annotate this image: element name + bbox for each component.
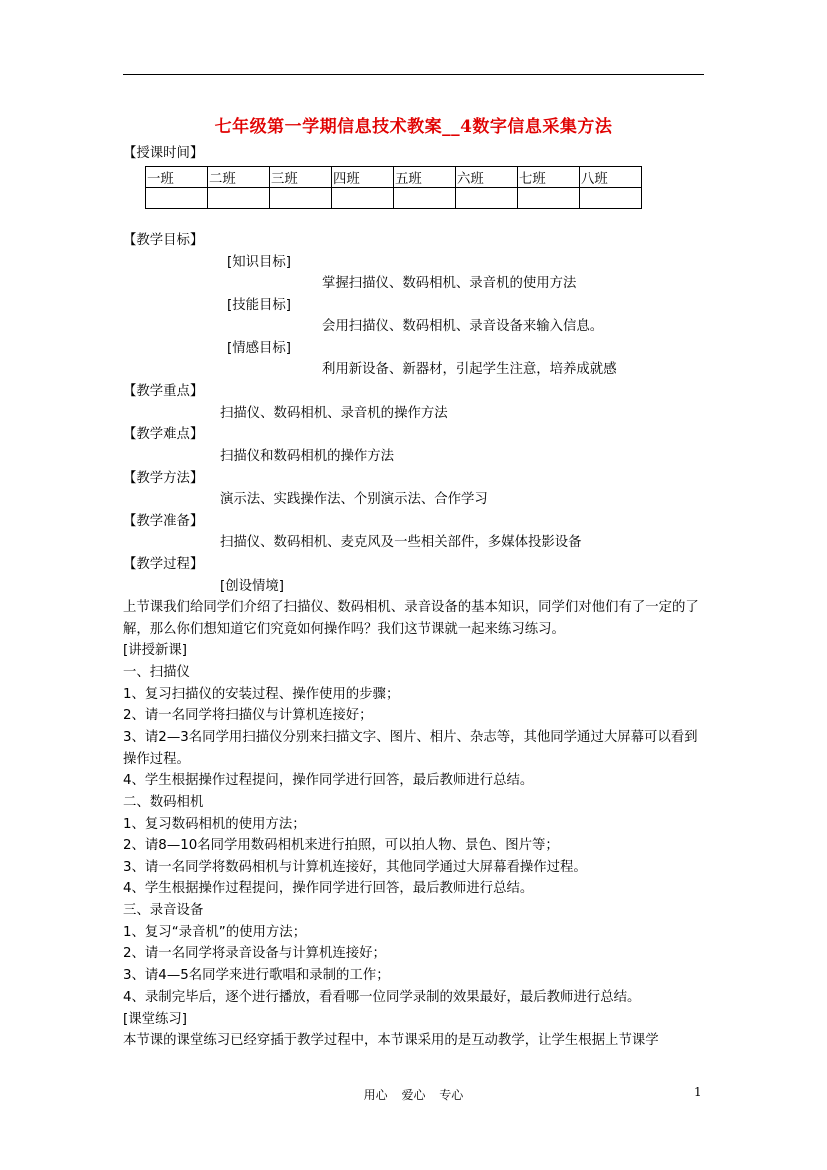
schedule-empty-cell	[146, 188, 208, 209]
schedule-empty-cell	[580, 188, 642, 209]
schedule-empty-cell	[456, 188, 518, 209]
camera-step: 1、复习数码相机的使用方法；	[123, 817, 306, 832]
skill-goal-text: 会用扫描仪、数码相机、录音设备来输入信息。	[322, 319, 604, 334]
scanner-step: 1、复习扫描仪的安装过程、操作使用的步骤；	[123, 687, 400, 702]
header-rule	[123, 74, 704, 75]
schedule-class-cell: 四班	[332, 167, 394, 188]
key-points-text: 扫描仪、数码相机、录音机的操作方法	[220, 406, 448, 421]
schedule-class-cell: 八班	[580, 167, 642, 188]
schedule-class-cell: 六班	[456, 167, 518, 188]
recorder-step: 3、请4—5名同学来进行歌唱和录制的工作；	[123, 968, 390, 983]
preparation-heading: 【教学准备】	[123, 514, 204, 529]
scanner-step: 3、请2—3名同学用扫描仪分别来扫描文字、图片、相片、杂志等，其他同学通过大屏幕可以看到操作过程。	[123, 730, 698, 767]
practice-text: 本节课的课堂练习已经穿插于教学过程中，本节课采用的是互动教学，让学生根据上节课学	[123, 1033, 659, 1048]
intro-paragraph: 上节课我们给同学们介绍了扫描仪、数码相机、录音设备的基本知识，同学们对他们有了一定的了解，那么你们想知道它们究竟如何操作吗？我们这节课就一起来练习练习。	[123, 600, 699, 637]
practice-label: [课堂练习]	[123, 1012, 188, 1027]
camera-step: 3、请一名同学将数码相机与计算机连接好，其他同学通过大屏幕看操作过程。	[123, 860, 587, 875]
page-number: 1	[694, 1085, 702, 1099]
schedule-class-cell: 二班	[208, 167, 270, 188]
scanner-section-title: 一、扫描仪	[123, 665, 190, 680]
knowledge-goal-label: [知识目标]	[227, 255, 292, 270]
key-points-heading: 【教学重点】	[123, 384, 204, 399]
difficulties-heading: 【教学难点】	[123, 427, 204, 442]
goals-heading: 【教学目标】	[123, 233, 204, 248]
methods-text: 演示法、实践操作法、个别演示法、合作学习	[220, 492, 488, 507]
process-heading: 【教学过程】	[123, 557, 204, 572]
knowledge-goal-text: 掌握扫描仪、数码相机、录音机的使用方法	[322, 276, 577, 291]
document-title: 七年级第一学期信息技术教案__4数字信息采集方法	[214, 117, 613, 137]
scanner-step: 4、学生根据操作过程提问，操作同学进行回答，最后教师进行总结。	[123, 773, 534, 788]
schedule-class-cell: 一班	[146, 167, 208, 188]
recorder-step: 2、请一名同学将录音设备与计算机连接好；	[123, 946, 386, 961]
recorder-section-title: 三、录音设备	[123, 903, 204, 918]
page-footer: 用心 爱心 专心	[363, 1088, 464, 1102]
schedule-header-row	[146, 167, 642, 188]
schedule-empty-cell	[518, 188, 580, 209]
new-lesson-label: [讲授新课]	[123, 643, 188, 658]
schedule-empty-cell	[394, 188, 456, 209]
schedule-class-cell: 五班	[394, 167, 456, 188]
schedule-empty-row	[146, 188, 642, 209]
difficulties-text: 扫描仪和数码相机的操作方法	[220, 449, 395, 464]
scenario-label: [创设情境]	[220, 579, 285, 594]
recorder-step: 1、复习“录音机”的使用方法；	[123, 925, 307, 940]
camera-step: 2、请8—10名同学用数码相机来进行拍照，可以拍人物、景色、图片等；	[123, 838, 559, 853]
schedule-class-cell: 三班	[270, 167, 332, 188]
schedule-class-cell: 七班	[518, 167, 580, 188]
emotion-goal-label: [情感目标]	[227, 341, 292, 356]
emotion-goal-text: 利用新设备、新器材，引起学生注意，培养成就感	[322, 362, 617, 377]
schedule-empty-cell	[270, 188, 332, 209]
camera-section-title: 二、数码相机	[123, 795, 204, 810]
recorder-step: 4、录制完毕后，逐个进行播放，看看哪一位同学录制的效果最好，最后教师进行总结。	[123, 990, 641, 1005]
preparation-text: 扫描仪、数码相机、麦克风及一些相关部件，多媒体投影设备	[220, 535, 582, 550]
schedule-empty-cell	[332, 188, 394, 209]
skill-goal-label: [技能目标]	[227, 298, 292, 313]
methods-heading: 【教学方法】	[123, 471, 204, 486]
scanner-step: 2、请一名同学将扫描仪与计算机连接好；	[123, 708, 373, 723]
camera-step: 4、学生根据操作过程提问，操作同学进行回答，最后教师进行总结。	[123, 881, 534, 896]
schedule-table	[145, 166, 642, 209]
schedule-heading: 【授课时间】	[123, 146, 204, 161]
schedule-empty-cell	[208, 188, 270, 209]
